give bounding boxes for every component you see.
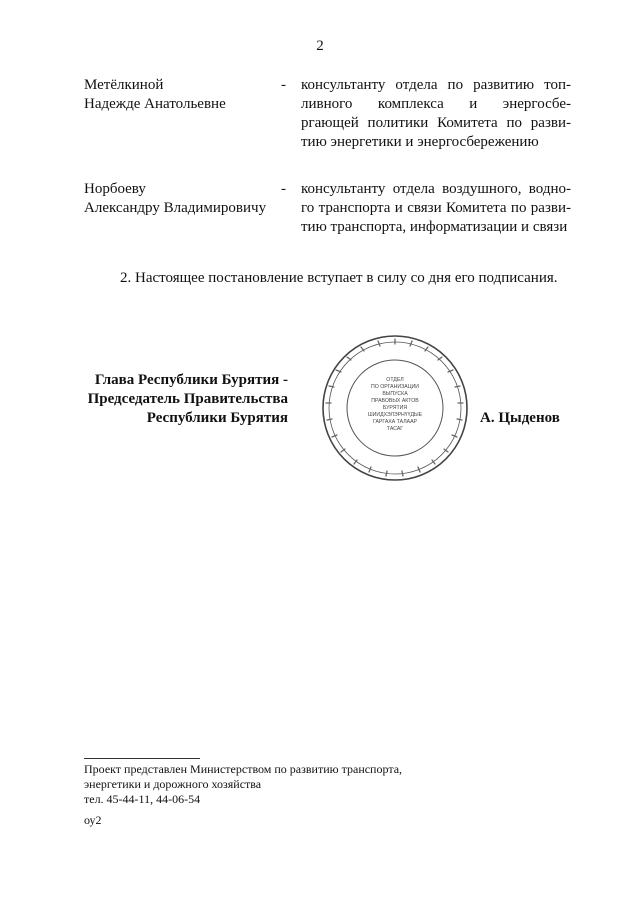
svg-text:ШИИДХЭЛЭРНҮҮДЫЕ: ШИИДХЭЛЭРНҮҮДЫЕ [367, 412, 423, 418]
footnote-divider [84, 758, 200, 759]
official-stamp [320, 333, 470, 483]
entry-1-surname: Метёлкиной [84, 77, 164, 93]
entry-1-position-line: тию энергетики и энергосбережению [301, 134, 539, 150]
page-number: 2 [316, 38, 324, 54]
entry-2-position-line: тию транспорта, информатизации и связи [301, 219, 568, 235]
svg-text:ВЫПУСКА: ВЫПУСКА [382, 391, 408, 397]
svg-text:ТАСАГ: ТАСАГ [386, 426, 404, 432]
document-code: оу2 [84, 813, 102, 827]
entry-2-position [301, 180, 571, 237]
entry-1-position-line: ргающей политики Комитета по разви- [301, 115, 571, 131]
entry-1-position [301, 76, 571, 152]
entry-2-dash: - [281, 181, 286, 197]
entry-1-name [84, 76, 226, 114]
entry-1-position-line: ливного комплекса и энергосбе- [301, 96, 571, 112]
entry-2-given-names: Александру Владимировичу [84, 200, 267, 216]
svg-text:ГАРГАХА ТАЛААР: ГАРГАХА ТАЛААР [372, 419, 418, 425]
signature-title [60, 371, 288, 428]
entry-1-position-line: консультанту отдела по развитию топ- [301, 77, 571, 93]
entry-1-dash: - [281, 77, 286, 93]
signature-title-line: Глава Республики Бурятия - [94, 372, 288, 388]
svg-text:ОТДЕЛ: ОТДЕЛ [386, 377, 404, 383]
signature-title-line: Республики Бурятия [146, 410, 288, 426]
signer-name: А. Цыденов [480, 410, 560, 426]
footnote [84, 762, 402, 807]
entry-2-name [84, 180, 266, 218]
entry-2-position-line: консультанту отдела воздушного, водно- [301, 181, 571, 197]
entry-2-surname: Норбоеву [84, 181, 146, 197]
footnote-line: энергетики и дорожного хозяйства [84, 777, 262, 791]
svg-text:ПО ОРГАНИЗАЦИИ: ПО ОРГАНИЗАЦИИ [371, 384, 419, 390]
entry-2-position-line: го транспорта и связи Комитета по разви- [301, 200, 571, 216]
footnote-line: Проект представлен Министерством по развитию транспорта, [84, 762, 403, 776]
signature-title-line: Председатель Правительства [87, 391, 288, 407]
clause-2: 2. Настоящее постановление вступает в силу со дня его подписания. [120, 270, 558, 286]
svg-text:ПРАВОВЫХ АКТОВ: ПРАВОВЫХ АКТОВ [371, 398, 419, 404]
entry-1-given-names: Надежде Анатольевне [84, 96, 226, 112]
stamp-seal-graphic [320, 333, 470, 483]
svg-text:БУРЯТИЯ: БУРЯТИЯ [382, 405, 408, 411]
footnote-line: тел. 45-44-11, 44-06-54 [84, 792, 201, 806]
